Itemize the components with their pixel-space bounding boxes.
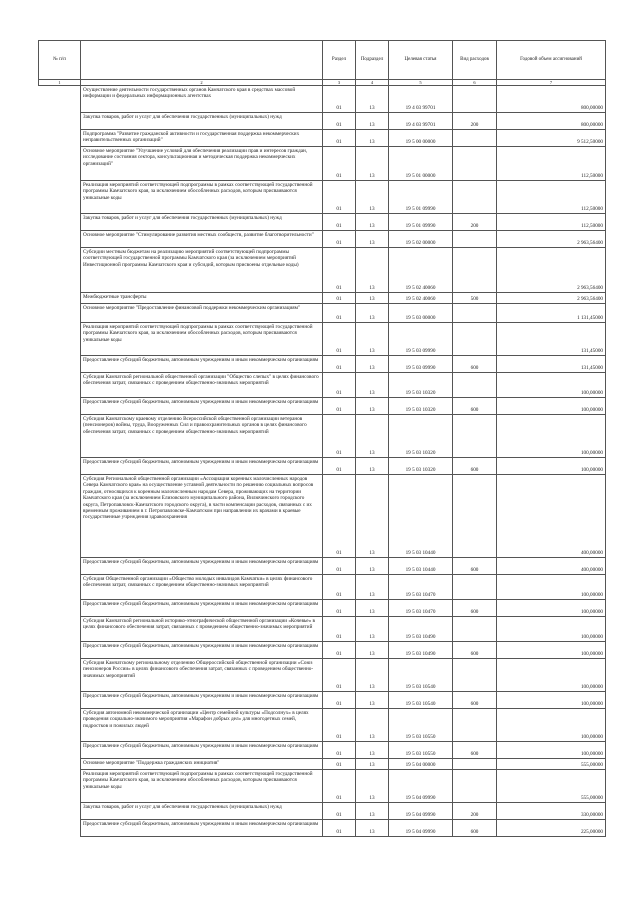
cell-subsection: 13 <box>356 147 389 181</box>
cell-section: 01 <box>323 293 356 304</box>
cell-expense-type: 600 <box>453 356 497 373</box>
cell-amount: 100,00000 <box>497 692 606 709</box>
cell-target-article: 19 5 03 10550 <box>389 709 453 742</box>
table-row <box>39 130 606 147</box>
cell-name: Предоставление субсидий бюджетным, автономным учреждениям и иным некоммерческим организациям <box>81 558 323 575</box>
cell-number <box>39 323 81 356</box>
cell-expense-type: 600 <box>453 558 497 575</box>
cell-number <box>39 147 81 181</box>
cell-name: Межбюджетные трансферты <box>81 293 323 304</box>
cell-number <box>39 293 81 304</box>
table-row <box>39 398 606 415</box>
column-number: 7 <box>497 80 606 86</box>
table-row <box>39 709 606 742</box>
cell-number <box>39 617 81 642</box>
cell-subsection: 13 <box>356 600 389 617</box>
cell-number <box>39 373 81 398</box>
cell-subsection: 13 <box>356 214 389 231</box>
cell-amount: 400,00000 <box>497 475 606 558</box>
cell-subsection: 13 <box>356 820 389 837</box>
cell-number <box>39 398 81 415</box>
cell-name: Предоставление субсидий бюджетным, автономным учреждениям и иным некоммерческим организациям <box>81 820 323 837</box>
cell-name: Субсидия Региональной общественной организации «Ассоциация коренных малочисленных народов Севера Камчатского края» на осуществление уставной деятельности по решению социальных вопросов граждан, относящихся к коренным малочисленным народам Севера, проживающих на территории Камчатского края (за исключением Елизовского муниципального района, Вилючинского городского округа, Петропавловск-Камчатского городского округа), в части компенсации расходов, связанных с их временным проживанием в г. Петропавловске-Камчатском при направлении их врачами в краевые государственные учреждения здравоохранения <box>81 475 323 558</box>
cell-number <box>39 659 81 692</box>
cell-target-article: 19 5 04 09990 <box>389 820 453 837</box>
header-row <box>39 41 606 80</box>
cell-section: 01 <box>323 323 356 356</box>
cell-amount: 100,00000 <box>497 600 606 617</box>
cell-number <box>39 770 81 803</box>
cell-amount: 330,00000 <box>497 803 606 820</box>
cell-target-article: 19 5 03 10540 <box>389 692 453 709</box>
cell-target-article: 19 5 03 10540 <box>389 659 453 692</box>
cell-name: Субсидии местным бюджетам на реализацию мероприятий соответствующей подпрограммы соответствующей государственной программы Камчатского края (за исключением мероприятий Инвестиционной программы Камчатского края и субсидий, которым присвоены отдельные коды) <box>81 248 323 293</box>
cell-amount: 100,00000 <box>497 742 606 759</box>
cell-subsection: 13 <box>356 86 389 113</box>
cell-section: 01 <box>323 742 356 759</box>
cell-subsection: 13 <box>356 323 389 356</box>
cell-section: 01 <box>323 248 356 293</box>
cell-name: Субсидия Камчатскому краевому отделению Всероссийской общественной организации ветеранов (пенсионеров) войны, труда, Вооруженных Сил и правоохранительных органов в целях финансового обеспечения затрат, связанных с проведением общественно-значимых мероприятий <box>81 415 323 458</box>
cell-section: 01 <box>323 617 356 642</box>
cell-subsection: 13 <box>356 398 389 415</box>
cell-name: Закупка товаров, работ и услуг для обеспечения государственных (муниципальных) нужд <box>81 214 323 231</box>
cell-subsection: 13 <box>356 113 389 130</box>
cell-expense-type <box>453 181 497 214</box>
cell-amount: 112,50000 <box>497 214 606 231</box>
cell-expense-type <box>453 248 497 293</box>
table-row <box>39 231 606 248</box>
cell-target-article: 19 5 03 10470 <box>389 575 453 600</box>
cell-amount: 225,00000 <box>497 820 606 837</box>
cell-section: 01 <box>323 475 356 558</box>
cell-section: 01 <box>323 86 356 113</box>
cell-amount: 100,00000 <box>497 617 606 642</box>
cell-subsection: 13 <box>356 293 389 304</box>
cell-expense-type: 200 <box>453 803 497 820</box>
cell-number <box>39 600 81 617</box>
cell-section: 01 <box>323 304 356 323</box>
cell-amount: 9 512,50000 <box>497 130 606 147</box>
cell-subsection: 13 <box>356 617 389 642</box>
cell-section: 01 <box>323 820 356 837</box>
cell-target-article: 19 5 03 10440 <box>389 475 453 558</box>
cell-name: Субсидия Камчатской региональной историко-этнографической общественной организации «Кочевье» в целях финансового обеспечения затрат, связанных с проведением общественно-значимых мероприятий <box>81 617 323 642</box>
cell-name: Предоставление субсидий бюджетным, автономным учреждениям и иным некоммерческим организациям <box>81 742 323 759</box>
cell-subsection: 13 <box>356 558 389 575</box>
cell-expense-type <box>453 86 497 113</box>
table-row <box>39 742 606 759</box>
cell-section: 01 <box>323 659 356 692</box>
cell-expense-type <box>453 373 497 398</box>
cell-section: 01 <box>323 803 356 820</box>
table-row <box>39 458 606 475</box>
table-row <box>39 214 606 231</box>
cell-target-article: 19 5 02 00000 <box>389 231 453 248</box>
cell-section: 01 <box>323 558 356 575</box>
cell-target-article: 19 5 03 10550 <box>389 742 453 759</box>
cell-expense-type: 200 <box>453 113 497 130</box>
cell-target-article: 19 5 04 09990 <box>389 803 453 820</box>
cell-section: 01 <box>323 759 356 770</box>
cell-target-article: 19 5 03 09990 <box>389 356 453 373</box>
cell-subsection: 13 <box>356 659 389 692</box>
cell-subsection: 13 <box>356 692 389 709</box>
column-number: 3 <box>323 80 356 86</box>
cell-amount: 100,00000 <box>497 659 606 692</box>
cell-number <box>39 86 81 113</box>
cell-name: Осуществление деятельности государственных органов Камчатского края в средствах массовой информации и федеральных информационных агентствах <box>81 86 323 113</box>
header-annual-amount: Годовой объем ассигнований <box>497 41 606 80</box>
table-row <box>39 323 606 356</box>
table-row <box>39 642 606 659</box>
cell-target-article: 19 5 03 10320 <box>389 373 453 398</box>
table-row <box>39 558 606 575</box>
table-row <box>39 770 606 803</box>
cell-expense-type: 600 <box>453 398 497 415</box>
cell-target-article: 19 5 02 40060 <box>389 293 453 304</box>
cell-amount: 555,00000 <box>497 759 606 770</box>
cell-amount: 2 963,56400 <box>497 248 606 293</box>
cell-name: Предоставление субсидий бюджетным, автономным учреждениям и иным некоммерческим организациям <box>81 642 323 659</box>
cell-section: 01 <box>323 770 356 803</box>
table-row <box>39 820 606 837</box>
cell-name: Предоставление субсидий бюджетным, автономным учреждениям и иным некоммерческим организациям <box>81 356 323 373</box>
cell-expense-type: 600 <box>453 642 497 659</box>
cell-expense-type: 500 <box>453 293 497 304</box>
header-subsection: Подраздел <box>356 41 389 80</box>
cell-name: Предоставление субсидий бюджетным, автономным учреждениям и иным некоммерческим организациям <box>81 692 323 709</box>
cell-subsection: 13 <box>356 475 389 558</box>
table-row <box>39 304 606 323</box>
cell-subsection: 13 <box>356 373 389 398</box>
cell-expense-type <box>453 709 497 742</box>
cell-expense-type: 200 <box>453 214 497 231</box>
cell-name: Реализация мероприятий соответствующей подпрограммы в рамках соответствующей государственной программы Камчатского края, за исключением обособленных расходов, которым присваиваются уникальные коды <box>81 770 323 803</box>
header-number: № п/п <box>39 41 81 80</box>
cell-number <box>39 642 81 659</box>
cell-subsection: 13 <box>356 803 389 820</box>
cell-expense-type <box>453 770 497 803</box>
table-row <box>39 600 606 617</box>
cell-target-article: 19 5 00 00000 <box>389 130 453 147</box>
table-row <box>39 86 606 113</box>
table-row <box>39 293 606 304</box>
cell-amount: 100,00000 <box>497 398 606 415</box>
cell-amount: 100,00000 <box>497 373 606 398</box>
cell-number <box>39 113 81 130</box>
column-number: 2 <box>81 80 323 86</box>
budget-document-sheet <box>38 40 605 837</box>
cell-subsection: 13 <box>356 181 389 214</box>
table-row <box>39 475 606 558</box>
cell-subsection: 13 <box>356 770 389 803</box>
cell-expense-type: 600 <box>453 692 497 709</box>
cell-target-article: 19 5 04 09990 <box>389 770 453 803</box>
cell-subsection: 13 <box>356 248 389 293</box>
column-number: 6 <box>453 80 497 86</box>
column-number: 1 <box>39 80 81 86</box>
cell-expense-type <box>453 759 497 770</box>
cell-name: Основное мероприятие "Улучшение условий для обеспечения реализации прав и интересов граждан, исследование состояния сектора, консультационная и методическая поддержка некоммерческих организаций" <box>81 147 323 181</box>
cell-amount: 800,00000 <box>497 113 606 130</box>
cell-subsection: 13 <box>356 304 389 323</box>
table-row <box>39 415 606 458</box>
cell-target-article: 19 5 03 10440 <box>389 558 453 575</box>
header-expense-type: Вид расходов <box>453 41 497 80</box>
cell-subsection: 13 <box>356 709 389 742</box>
cell-expense-type <box>453 304 497 323</box>
cell-name: Закупка товаров, работ и услуг для обеспечения государственных (муниципальных) нужд <box>81 803 323 820</box>
cell-name: Предоставление субсидий бюджетным, автономным учреждениям и иным некоммерческим организациям <box>81 398 323 415</box>
cell-section: 01 <box>323 398 356 415</box>
cell-amount: 2 963,56400 <box>497 231 606 248</box>
cell-name: Подпрограмма "Развитие гражданской активности и государственная поддержка некоммерческих неправительственных организаций" <box>81 130 323 147</box>
cell-amount: 100,00000 <box>497 642 606 659</box>
header-target-article: Целевая статья <box>389 41 453 80</box>
cell-subsection: 13 <box>356 458 389 475</box>
cell-section: 01 <box>323 147 356 181</box>
cell-expense-type: 600 <box>453 820 497 837</box>
table-row <box>39 373 606 398</box>
cell-amount: 100,00000 <box>497 458 606 475</box>
cell-section: 01 <box>323 130 356 147</box>
cell-number <box>39 181 81 214</box>
cell-expense-type <box>453 323 497 356</box>
cell-target-article: 19 5 04 00000 <box>389 759 453 770</box>
table-row <box>39 181 606 214</box>
table-row <box>39 659 606 692</box>
cell-target-article: 19 5 03 10320 <box>389 398 453 415</box>
cell-target-article: 19 5 03 10320 <box>389 458 453 475</box>
cell-amount: 1 131,45000 <box>497 304 606 323</box>
cell-amount: 131,45000 <box>497 323 606 356</box>
cell-expense-type <box>453 415 497 458</box>
table-row <box>39 759 606 770</box>
cell-amount: 100,00000 <box>497 575 606 600</box>
cell-subsection: 13 <box>356 742 389 759</box>
table-row <box>39 356 606 373</box>
cell-number <box>39 575 81 600</box>
table-row <box>39 248 606 293</box>
cell-expense-type <box>453 130 497 147</box>
cell-target-article: 19 5 01 09990 <box>389 214 453 231</box>
cell-amount: 800,00000 <box>497 86 606 113</box>
cell-subsection: 13 <box>356 575 389 600</box>
cell-amount: 131,45000 <box>497 356 606 373</box>
table-body <box>39 86 606 837</box>
cell-name: Основное мероприятие "Предоставление финансовой поддержки некоммерческим организациям" <box>81 304 323 323</box>
budget-table <box>38 40 606 837</box>
cell-number <box>39 231 81 248</box>
cell-expense-type <box>453 659 497 692</box>
cell-target-article: 19 5 01 09990 <box>389 181 453 214</box>
cell-section: 01 <box>323 373 356 398</box>
cell-number <box>39 475 81 558</box>
cell-target-article: 19 5 03 09990 <box>389 323 453 356</box>
table-row <box>39 113 606 130</box>
cell-name: Субсидия Общественной организации «Общество молодых инвалидов Камчатки» в целях финансового обеспечения затрат, связанных с проведением общественно-значимых мероприятий <box>81 575 323 600</box>
cell-subsection: 13 <box>356 231 389 248</box>
cell-name: Закупка товаров, работ и услуг для обеспечения государственных (муниципальных) нужд <box>81 113 323 130</box>
cell-subsection: 13 <box>356 642 389 659</box>
cell-number <box>39 130 81 147</box>
cell-target-article: 19 5 01 00000 <box>389 147 453 181</box>
cell-number <box>39 458 81 475</box>
cell-target-article: 19 4 03 99701 <box>389 86 453 113</box>
cell-name: Субсидия Камчатскому региональному отделению Общероссийской общественной организации «Союз пенсионеров России» в целях финансового обеспечения затрат, связанных с проведением общественно-значимых мероприятий <box>81 659 323 692</box>
table-row <box>39 803 606 820</box>
cell-number <box>39 803 81 820</box>
cell-name: Основное мероприятие "Стимулирование развития местных сообществ, развитие благотворительности" <box>81 231 323 248</box>
cell-section: 01 <box>323 709 356 742</box>
cell-section: 01 <box>323 458 356 475</box>
cell-expense-type <box>453 617 497 642</box>
header-name <box>81 41 323 80</box>
cell-number <box>39 214 81 231</box>
cell-expense-type: 600 <box>453 600 497 617</box>
cell-expense-type: 600 <box>453 742 497 759</box>
column-number: 4 <box>356 80 389 86</box>
table-row <box>39 575 606 600</box>
cell-number <box>39 759 81 770</box>
cell-section: 01 <box>323 575 356 600</box>
cell-target-article: 19 5 03 10490 <box>389 642 453 659</box>
cell-subsection: 13 <box>356 130 389 147</box>
table-row <box>39 617 606 642</box>
column-number: 5 <box>389 80 453 86</box>
cell-name: Предоставление субсидий бюджетным, автономным учреждениям и иным некоммерческим организациям <box>81 600 323 617</box>
cell-section: 01 <box>323 642 356 659</box>
cell-number <box>39 692 81 709</box>
cell-target-article: 19 4 03 99701 <box>389 113 453 130</box>
cell-target-article: 19 5 03 00000 <box>389 304 453 323</box>
table-row <box>39 692 606 709</box>
cell-expense-type <box>453 475 497 558</box>
cell-section: 01 <box>323 113 356 130</box>
cell-section: 01 <box>323 356 356 373</box>
cell-number <box>39 415 81 458</box>
cell-amount: 112,50000 <box>497 181 606 214</box>
cell-name: Реализация мероприятий соответствующей подпрограммы в рамках соответствующей государственной программы Камчатского края, за исключением обособленных расходов, которым присваиваются уникальные коды <box>81 181 323 214</box>
cell-subsection: 13 <box>356 415 389 458</box>
cell-number <box>39 248 81 293</box>
cell-number <box>39 742 81 759</box>
cell-expense-type <box>453 231 497 248</box>
cell-amount: 100,00000 <box>497 415 606 458</box>
cell-number <box>39 304 81 323</box>
cell-expense-type <box>453 575 497 600</box>
cell-name: Субсидия Камчатской региональной общественной организации "Общество слепых" в целях финансового обеспечения затрат, связанных с проведением общественно-значимых мероприятий <box>81 373 323 398</box>
cell-number <box>39 709 81 742</box>
cell-target-article: 19 5 02 40060 <box>389 248 453 293</box>
cell-amount: 400,00000 <box>497 558 606 575</box>
cell-target-article: 19 5 03 10320 <box>389 415 453 458</box>
header-section: Раздел <box>323 41 356 80</box>
cell-name: Основное мероприятие "Поддержка гражданских инициатив" <box>81 759 323 770</box>
cell-number <box>39 820 81 837</box>
cell-amount: 100,00000 <box>497 709 606 742</box>
cell-section: 01 <box>323 600 356 617</box>
cell-section: 01 <box>323 231 356 248</box>
cell-section: 01 <box>323 181 356 214</box>
cell-section: 01 <box>323 692 356 709</box>
cell-subsection: 13 <box>356 356 389 373</box>
cell-amount: 112,50000 <box>497 147 606 181</box>
cell-amount: 555,00000 <box>497 770 606 803</box>
cell-subsection: 13 <box>356 759 389 770</box>
cell-target-article: 19 5 03 10490 <box>389 617 453 642</box>
cell-section: 01 <box>323 415 356 458</box>
cell-name: Субсидия автономной некоммерческой организации «Центр семейной культуры «Подсолнух» в целях проведения социально-значимого мероприятия «Марафон добрых дел» для многодетных семей, подростков и пожилых людей <box>81 709 323 742</box>
cell-number <box>39 558 81 575</box>
cell-name: Реализация мероприятий соответствующей подпрограммы в рамках соответствующей государственной программы Камчатского края, за исключением обособленных расходов, которым присваиваются уникальные коды <box>81 323 323 356</box>
cell-target-article: 19 5 03 10470 <box>389 600 453 617</box>
cell-number <box>39 356 81 373</box>
table-row <box>39 147 606 181</box>
cell-section: 01 <box>323 214 356 231</box>
cell-amount: 2 963,56400 <box>497 293 606 304</box>
cell-expense-type <box>453 147 497 181</box>
cell-name: Предоставление субсидий бюджетным, автономным учреждениям и иным некоммерческим организациям <box>81 458 323 475</box>
cell-expense-type: 600 <box>453 458 497 475</box>
